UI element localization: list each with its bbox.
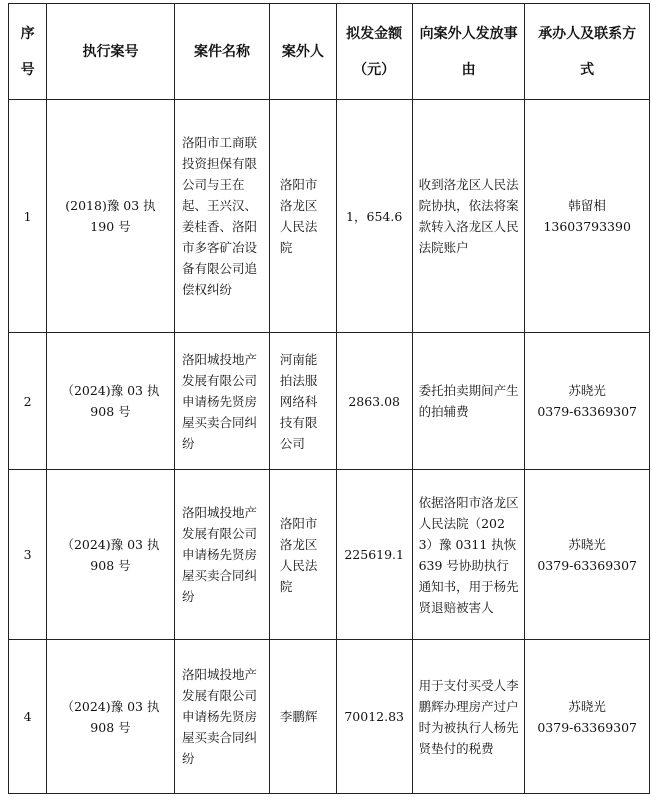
header-outsider: 案外人 bbox=[270, 4, 336, 100]
row-contact bbox=[525, 333, 650, 470]
table-row bbox=[9, 100, 650, 333]
row-contact bbox=[525, 100, 650, 333]
row-outsider: 河南能拍法服网络科技有限公司 bbox=[270, 333, 336, 470]
header-case-no: 执行案号 bbox=[47, 4, 175, 100]
row-no: 2 bbox=[9, 333, 47, 470]
row-no: 4 bbox=[9, 640, 47, 794]
row-case-no: （2024)豫 03 执 908 号 bbox=[47, 640, 175, 794]
contact-phone: 13603793390 bbox=[543, 219, 631, 234]
row-outsider: 洛阳市洛龙区人民法院 bbox=[270, 470, 336, 640]
row-no: 3 bbox=[9, 470, 47, 640]
disbursement-table bbox=[8, 3, 650, 794]
header-case-name: 案件名称 bbox=[174, 4, 269, 100]
row-amount: 1，654.6 bbox=[336, 100, 412, 333]
table-row bbox=[9, 470, 650, 640]
header-reason: 向案外人发放事由 bbox=[412, 4, 525, 100]
row-contact bbox=[525, 470, 650, 640]
contact-phone: 0379-63369307 bbox=[537, 719, 638, 735]
header-amount: 拟发金额（元） bbox=[336, 4, 412, 100]
row-case-name: 洛阳城投地产发展有限公司申请杨先贤房屋买卖合同纠纷 bbox=[174, 470, 269, 640]
row-reason: 用于支付买受人李鹏辉办理房产过户时为被执行人杨先贤垫付的税费 bbox=[412, 640, 525, 794]
row-amount: 225619.1 bbox=[336, 470, 412, 640]
row-case-name: 洛阳城投地产发展有限公司申请杨先贤房屋买卖合同纠纷 bbox=[174, 333, 269, 470]
row-outsider: 李鹏辉 bbox=[270, 640, 336, 794]
header-contact: 承办人及联系方式 bbox=[525, 4, 650, 100]
contact-name: 苏晓光 bbox=[568, 383, 606, 398]
row-case-name: 洛阳市工商联投资担保有限公司与王在起、王兴汉、姜桂香、洛阳市多客矿冶设备有限公司追偿权纠纷 bbox=[174, 100, 269, 333]
row-no: 1 bbox=[9, 100, 47, 333]
contact-name: 韩留相 bbox=[568, 198, 606, 213]
table-header-row bbox=[9, 4, 650, 100]
row-case-no: （2024)豫 03 执 908 号 bbox=[47, 470, 175, 640]
contact-name: 苏晓光 bbox=[568, 536, 606, 552]
table-row bbox=[9, 333, 650, 470]
row-amount: 70012.83 bbox=[336, 640, 412, 794]
row-case-name: 洛阳城投地产发展有限公司申请杨先贤房屋买卖合同纠纷 bbox=[174, 640, 269, 794]
row-contact bbox=[525, 640, 650, 794]
table-row bbox=[9, 640, 650, 794]
contact-phone: 0379-63369307 bbox=[537, 404, 638, 419]
row-case-no: （2024)豫 03 执 908 号 bbox=[47, 333, 175, 470]
row-amount: 2863.08 bbox=[336, 333, 412, 470]
contact-name: 苏晓光 bbox=[568, 698, 606, 714]
row-reason: 收到洛龙区人民法院协执，依法将案款转入洛龙区人民法院账户 bbox=[412, 100, 525, 333]
row-case-no: (2018)豫 03 执 190 号 bbox=[47, 100, 175, 333]
row-reason: 依据洛阳市洛龙区人民法院（2023）豫 0311 执恢 639 号协助执行通知书，用于杨先贤退赔被害人 bbox=[412, 470, 525, 640]
contact-phone: 0379-63369307 bbox=[537, 557, 638, 573]
header-no: 序号 bbox=[9, 4, 47, 100]
row-reason: 委托拍卖期间产生的拍辅费 bbox=[412, 333, 525, 470]
row-outsider: 洛阳市洛龙区人民法院 bbox=[270, 100, 336, 333]
